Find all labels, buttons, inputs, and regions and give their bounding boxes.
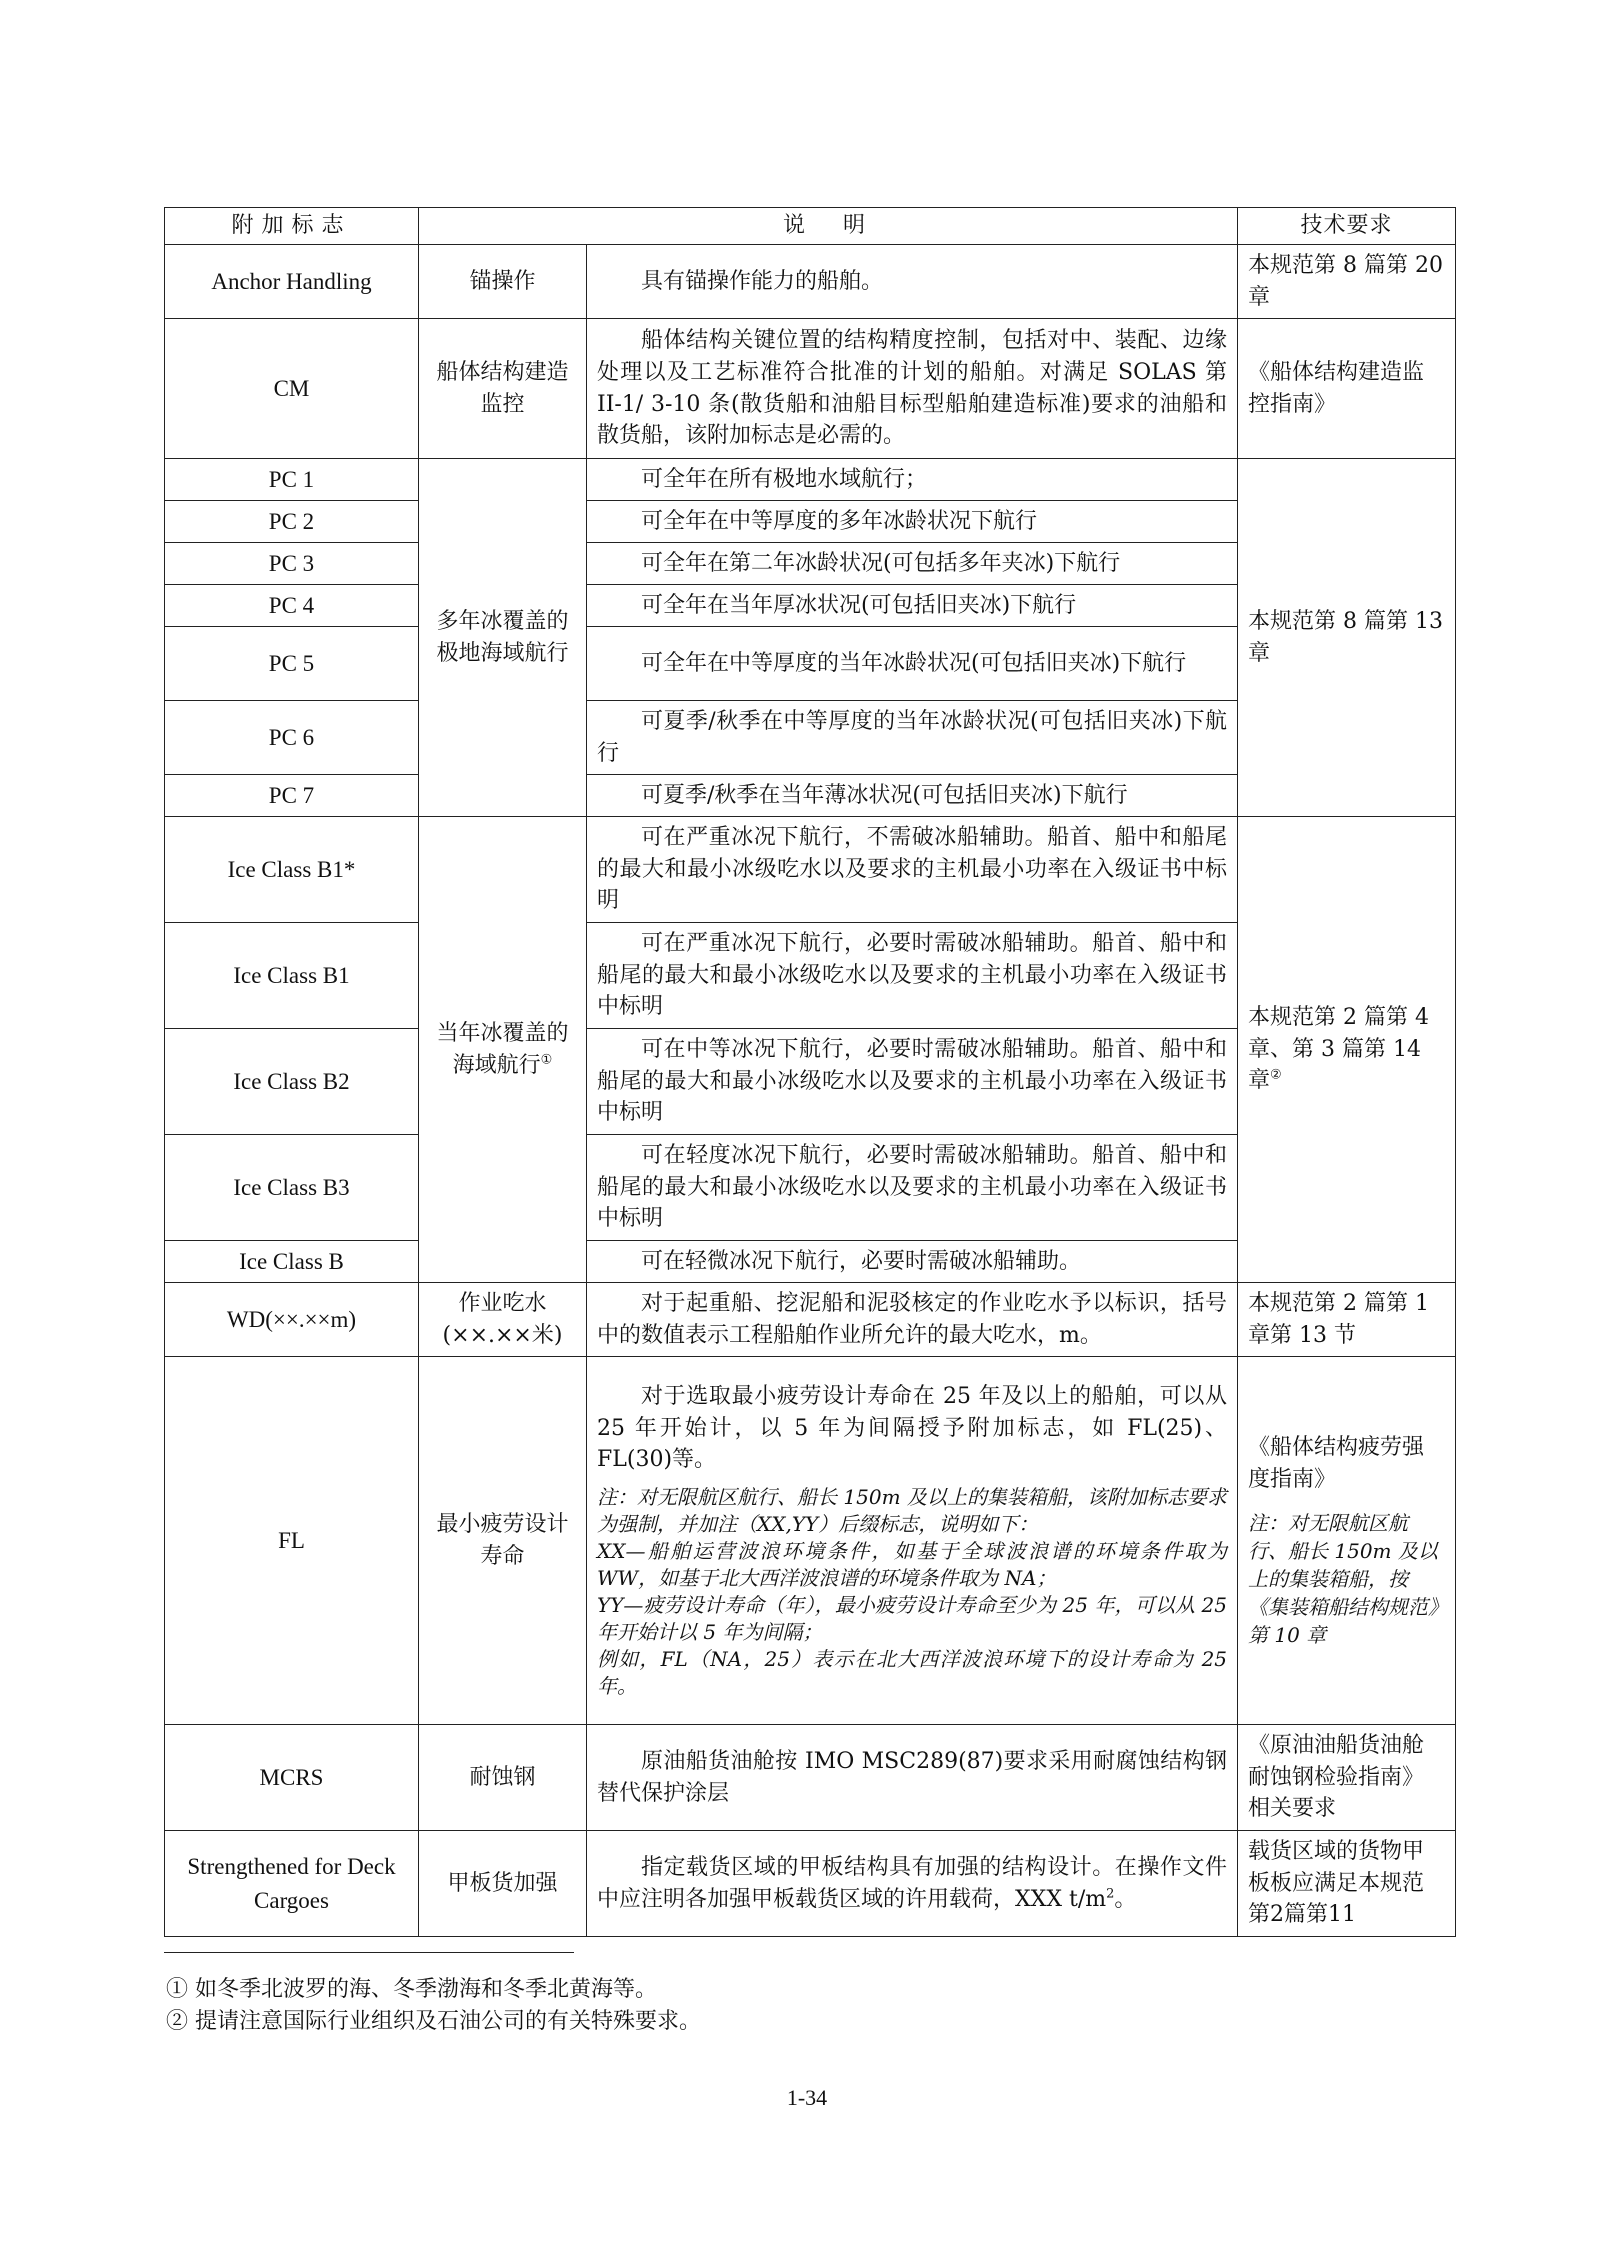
deck-description-text: 指定载货区域的甲板结构具有加强的结构设计。在操作文件中应注明各加强甲板载货区域的许用载荷，XXX t/m [597, 1854, 1228, 1912]
footnote-mark-2: ② [1270, 1068, 1282, 1084]
category-cell: 甲板货加强 [419, 1831, 587, 1937]
notation-cell: Ice Class B1* [165, 817, 419, 923]
requirement-cell: 《原油油船货油舱耐蚀钢检验指南》相关要求 [1238, 1725, 1456, 1831]
notation-cell: CM [165, 319, 419, 459]
requirement-cell: 载货区域的货物甲板板应满足本规范第2篇第11 [1238, 1831, 1456, 1937]
notation-cell: Ice Class B1 [165, 923, 419, 1029]
category-cell: 锚操作 [419, 245, 587, 319]
requirement-cell: 本规范第 8 篇第 13 章 [1238, 459, 1456, 817]
footnote-1: ① 如冬季北波罗的海、冬季渤海和冬季北黄海等。 [166, 1977, 657, 2002]
category-cell: 最小疲劳设计寿命 [419, 1357, 587, 1725]
fl-note-line: 例如，FL（NA，25）表示在北大西洋波浪环境下的设计寿命为 25 年。 [597, 1647, 1228, 1699]
requirement-text: 本规范第 2 篇第 4 章、第 3 篇第 14 章 [1248, 1004, 1429, 1094]
description-cell: 可夏季/秋季在当年薄冰状况(可包括旧夹冰)下航行 [587, 775, 1238, 817]
table-row [165, 319, 1456, 459]
deck-description-end: 。 [1114, 1886, 1137, 1912]
description-cell: 原油船货油舱按 IMO MSC289(87)要求采用耐腐蚀结构钢替代保护涂层 [587, 1725, 1238, 1831]
description-cell: 对于起重船、挖泥船和泥驳核定的作业吃水予以标识，括号中的数值表示工程船舶作业所允许的最大吃水，m。 [587, 1283, 1238, 1357]
notation-cell: FL [165, 1357, 419, 1725]
description-cell: 可夏季/秋季在中等厚度的当年冰龄状况(可包括旧夹冰)下航行 [587, 701, 1238, 775]
description-cell [587, 1831, 1238, 1937]
notation-cell: MCRS [165, 1725, 419, 1831]
description-cell: 可在轻度冰况下航行，必要时需破冰船辅助。船首、船中和船尾的最大和最小冰级吃水以及要求的主机最小功率在入级证书中标明 [587, 1135, 1238, 1241]
footnote-mark-1: ① [540, 1052, 553, 1068]
header-requirement: 技术要求 [1238, 208, 1456, 245]
description-cell: 具有锚操作能力的船舶。 [587, 245, 1238, 319]
notation-cell: PC 5 [165, 627, 419, 701]
notation-cell: WD(××.××m) [165, 1283, 419, 1357]
requirement-cell: 本规范第 2 篇第 1 章第 13 节 [1238, 1283, 1456, 1357]
fl-note [597, 1484, 1227, 1700]
fl-requirement-note: 注：对无限航区航行、船长 150m 及以上的集装箱船，按《集装箱船结构规范》第 10 章 [1248, 1511, 1439, 1648]
notation-cell: PC 6 [165, 701, 419, 775]
footnote-divider [164, 1952, 574, 1953]
requirement-cell: 《船体结构建造监控指南》 [1238, 319, 1456, 459]
notation-cell: PC 1 [165, 459, 419, 501]
fl-note-line: YY—疲劳设计寿命（年），最小疲劳设计寿命至少为 25 年，可以从 25 年开始计以 5 年为间隔； [597, 1593, 1228, 1645]
category-cell: 耐蚀钢 [419, 1725, 587, 1831]
requirement-cell [1238, 1357, 1456, 1725]
category-cell [419, 817, 587, 1283]
notation-cell: PC 2 [165, 501, 419, 543]
description-cell: 可在严重冰况下航行，不需破冰船辅助。船首、船中和船尾的最大和最小冰级吃水以及要求的主机最小功率在入级证书中标明 [587, 817, 1238, 923]
description-cell: 可全年在所有极地水域航行； [587, 459, 1238, 501]
table-row [165, 1831, 1456, 1937]
description-cell: 可全年在第二年冰龄状况(可包括多年夹冰)下航行 [587, 543, 1238, 585]
table-header-row [165, 208, 1456, 245]
footnote-2: ② 提请注意国际行业组织及石油公司的有关特殊要求。 [166, 2009, 701, 2034]
fl-description-text: 对于选取最小疲劳设计寿命在 25 年及以上的船舶，可以从 25 年开始计，以 5 年为间隔授予附加标志，如 FL(25)、FL(30)等。 [597, 1383, 1228, 1473]
fl-note-line: XX—船舶运营波浪环境条件，如基于全球波浪谱的环境条件取为 WW，如基于北大西洋波浪谱的环境条件取为 NA； [597, 1539, 1228, 1591]
notation-cell: PC 4 [165, 585, 419, 627]
table-row [165, 1283, 1456, 1357]
description-cell: 可全年在中等厚度的当年冰龄状况(可包括旧夹冰)下航行 [587, 627, 1238, 701]
table-row [165, 459, 1456, 501]
notation-cell: Anchor Handling [165, 245, 419, 319]
header-notation: 附加标志 [165, 208, 419, 245]
table-row [165, 1357, 1456, 1725]
description-cell: 可在轻微冰况下航行，必要时需破冰船辅助。 [587, 1241, 1238, 1283]
table-row [165, 245, 1456, 319]
notation-cell: Ice Class B3 [165, 1135, 419, 1241]
table-row [165, 1725, 1456, 1831]
page-number: 1-34 [786, 2085, 828, 2110]
notation-cell: Strengthened for Deck Cargoes [165, 1831, 419, 1937]
notation-cell: Ice Class B2 [165, 1029, 419, 1135]
description-cell: 船体结构关键位置的结构精度控制，包括对中、装配、边缘处理以及工艺标准符合批准的计划的船舶。对满足 SOLAS 第 II-1/ 3-10 条(散货船和油船目标型船舶建造标准)要求的油船和散货船，该附加标志是必需的。 [587, 319, 1238, 459]
notation-cell: PC 3 [165, 543, 419, 585]
category-text: 当年冰覆盖的海域航行 [436, 1020, 569, 1078]
description-cell: 可在严重冰况下航行，必要时需破冰船辅助。船首、船中和船尾的最大和最小冰级吃水以及要求的主机最小功率在入级证书中标明 [587, 923, 1238, 1029]
deck-unit-superscript: 2 [1106, 1886, 1115, 1902]
category-cell: 船体结构建造监控 [419, 319, 587, 459]
notation-cell: PC 7 [165, 775, 419, 817]
requirement-cell: 本规范第 8 篇第 20 章 [1238, 245, 1456, 319]
header-description: 说 明 [419, 208, 1238, 245]
category-cell: 多年冰覆盖的极地海域航行 [419, 459, 587, 817]
fl-requirement-text: 《船体结构疲劳强度指南》 [1248, 1434, 1425, 1492]
description-cell: 可全年在当年厚冰状况(可包括旧夹冰)下航行 [587, 585, 1238, 627]
description-cell: 可全年在中等厚度的多年冰龄状况下航行 [587, 501, 1238, 543]
table-row [165, 817, 1456, 923]
notation-cell: Ice Class B [165, 1241, 419, 1283]
requirement-cell [1238, 817, 1456, 1283]
category-cell: 作业吃水(××.××米) [419, 1283, 587, 1357]
additional-notation-table [164, 207, 1456, 1937]
description-cell [587, 1357, 1238, 1725]
description-cell: 可在中等冰况下航行，必要时需破冰船辅助。船首、船中和船尾的最大和最小冰级吃水以及要求的主机最小功率在入级证书中标明 [587, 1029, 1238, 1135]
fl-note-line: 注：对无限航区航行、船长 150m 及以上的集装箱船，该附加标志要求为强制，并加注（XX,YY）后缀标志，说明如下： [597, 1485, 1228, 1537]
